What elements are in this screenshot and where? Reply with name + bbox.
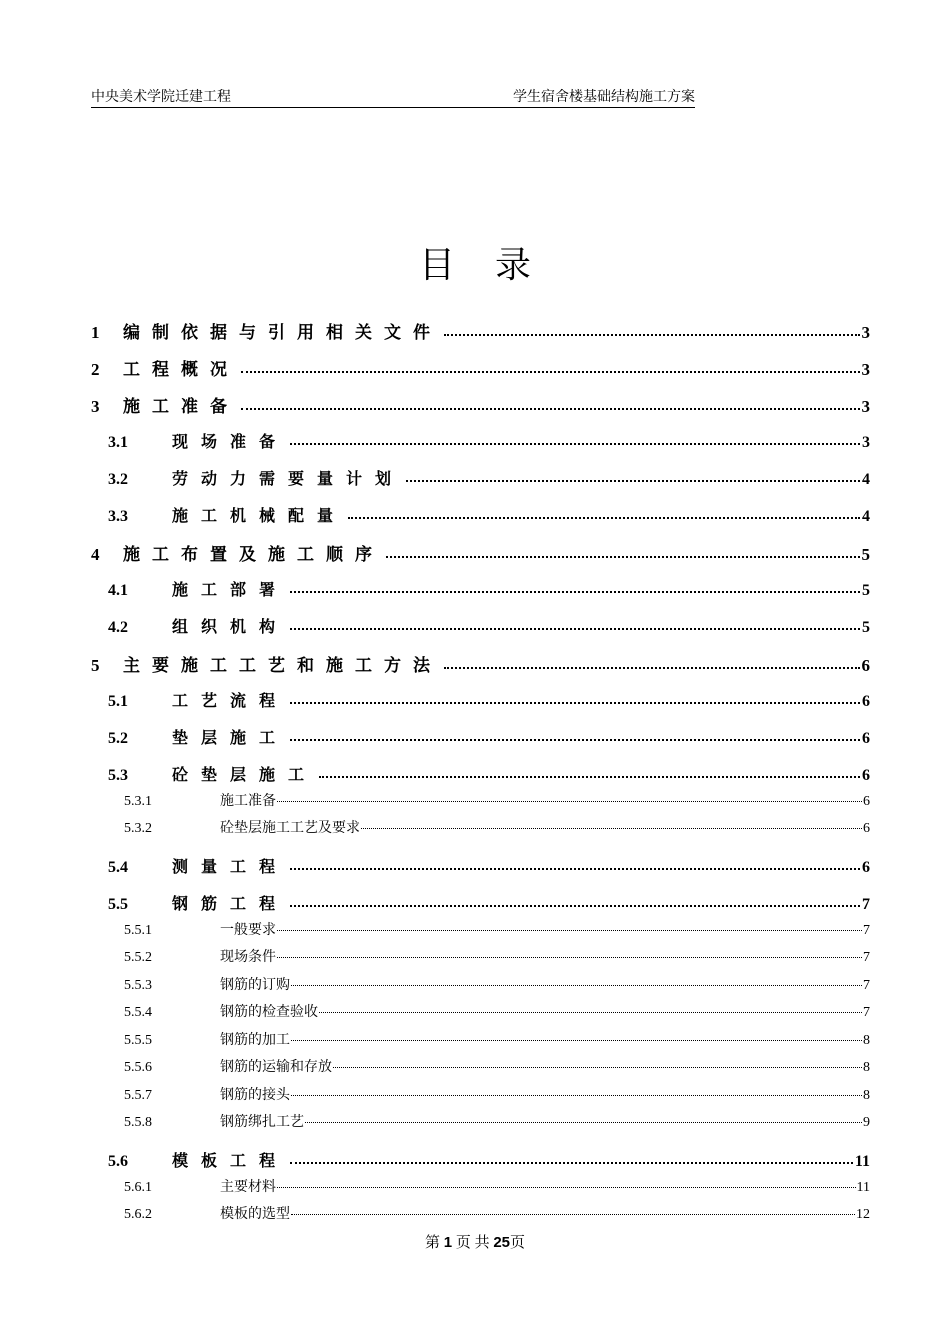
toc-entry[interactable] <box>91 355 870 380</box>
toc-entry-title: 钢筋的检查验收 <box>220 1005 318 1020</box>
toc-entry-page: 6 <box>862 693 870 710</box>
toc-entry[interactable] <box>124 974 870 994</box>
toc-entry-title: 施工机械配量 <box>172 508 347 525</box>
toc-entry-number: 5.6 <box>108 1153 128 1170</box>
toc-entry-title: 主要材料 <box>220 1180 276 1195</box>
toc-leader-dots <box>291 1040 862 1041</box>
footer-current-page: 1 <box>443 1234 453 1251</box>
toc-entry-number: 5.3 <box>108 767 128 784</box>
toc-entry-title: 劳动力需要量计划 <box>172 471 405 488</box>
toc-leader-dots <box>291 985 862 986</box>
toc-entry-title: 钢筋的加工 <box>220 1033 290 1048</box>
toc-entry[interactable] <box>108 577 870 600</box>
toc-leader-dots <box>305 1122 862 1123</box>
toc-leader-dots <box>277 1187 856 1188</box>
toc-entry-page: 7 <box>862 896 870 913</box>
toc-entry-title: 现场条件 <box>220 950 276 965</box>
toc-leader-dots <box>241 408 860 410</box>
toc-entry-title: 施工部署 <box>172 582 289 599</box>
toc-entry-title: 工程概况 <box>123 360 239 379</box>
toc-leader-dots <box>277 930 862 931</box>
toc-entry[interactable] <box>91 540 870 565</box>
toc-entry-number: 5.3.2 <box>124 821 152 836</box>
toc-leader-dots <box>290 739 860 741</box>
toc-entry-number: 5.5.6 <box>124 1060 152 1075</box>
toc-entry-title: 工艺流程 <box>172 693 289 710</box>
toc-entry[interactable] <box>124 1001 870 1021</box>
toc-entry-number: 5.6.2 <box>124 1207 152 1222</box>
page-footer <box>0 1234 950 1252</box>
toc-entry-page: 7 <box>863 923 870 938</box>
toc-entry-title: 编制依据与引用相关文件 <box>123 323 442 342</box>
toc-entry-number: 4 <box>91 545 100 564</box>
toc-entry-number: 5.6.1 <box>124 1180 152 1195</box>
toc-entry[interactable] <box>108 466 870 489</box>
toc-entry[interactable] <box>108 429 870 452</box>
toc-leader-dots <box>444 334 860 336</box>
toc-entry-page: 11 <box>856 1180 870 1195</box>
toc-leader-dots <box>290 868 860 870</box>
toc-entry-number: 5.5.3 <box>124 978 152 993</box>
toc-entry-page: 6 <box>863 821 870 836</box>
toc-leader-dots <box>406 480 860 482</box>
toc-leader-dots <box>319 1012 862 1013</box>
toc-leader-dots <box>333 1067 862 1068</box>
toc-entry-number: 5.5.7 <box>124 1088 152 1103</box>
toc-entry-title: 钢筋绑扎工艺 <box>220 1115 304 1130</box>
toc-entry[interactable] <box>108 891 870 914</box>
toc-entry-page: 9 <box>863 1115 870 1130</box>
toc-entry[interactable] <box>91 318 870 343</box>
toc-entry-page: 6 <box>861 656 870 675</box>
toc-entry-page: 6 <box>863 794 870 809</box>
toc-leader-dots <box>361 828 862 829</box>
toc-entry[interactable] <box>108 725 870 748</box>
toc-entry[interactable] <box>108 503 870 526</box>
page-header <box>91 90 695 108</box>
toc-entry[interactable] <box>108 614 870 637</box>
page-title: 目录 <box>418 245 571 285</box>
toc-entry-number: 5.5.1 <box>124 923 152 938</box>
toc-entry-number: 5.4 <box>108 859 128 876</box>
toc-entry-number: 3.1 <box>108 434 128 451</box>
toc-entry[interactable] <box>124 1111 870 1131</box>
toc-leader-dots <box>277 957 862 958</box>
toc-entry-number: 5.5.5 <box>124 1033 152 1048</box>
footer-prefix: 第 <box>424 1235 440 1251</box>
toc-entry[interactable] <box>124 817 870 837</box>
header-project-name: 中央美术学院迁建工程 <box>91 90 231 105</box>
toc-entry-page: 6 <box>862 859 870 876</box>
toc-leader-dots <box>386 556 860 558</box>
toc-entry-title: 模板的选型 <box>220 1207 290 1222</box>
toc-entry-number: 5 <box>91 656 100 675</box>
toc-leader-dots <box>319 776 860 778</box>
toc-entry-number: 4.1 <box>108 582 128 599</box>
toc-entry[interactable] <box>124 1084 870 1104</box>
toc-entry[interactable] <box>108 688 870 711</box>
toc-entry-number: 1 <box>91 323 100 342</box>
toc-entry[interactable] <box>124 790 870 810</box>
toc-entry[interactable] <box>108 762 870 785</box>
toc-entry-page: 4 <box>862 508 870 525</box>
toc-entry[interactable] <box>91 651 870 676</box>
toc-entry-title: 砼垫层施工 <box>172 767 318 784</box>
toc-entry-title: 钢筋的订购 <box>220 978 290 993</box>
toc-entry-title: 钢筋的接头 <box>220 1088 290 1103</box>
toc-entry-page: 3 <box>862 434 870 451</box>
toc-entry-title: 垫层施工 <box>172 730 289 747</box>
toc-leader-dots <box>348 517 860 519</box>
toc-entry-title: 钢筋工程 <box>172 896 289 913</box>
toc-leader-dots <box>290 591 860 593</box>
toc-entry-page: 4 <box>862 471 870 488</box>
toc-entry[interactable] <box>124 1056 870 1076</box>
toc-entry[interactable] <box>124 1176 870 1196</box>
footer-suffix: 页 <box>510 1235 526 1251</box>
toc-entry-number: 2 <box>91 360 100 379</box>
toc-leader-dots <box>241 371 860 373</box>
toc-entry-number: 5.5 <box>108 896 128 913</box>
toc-entry[interactable] <box>91 392 870 417</box>
toc-entry-title: 砼垫层施工工艺及要求 <box>220 821 360 836</box>
toc-entry-title: 组织机构 <box>172 619 289 636</box>
toc-entry-page: 7 <box>863 950 870 965</box>
toc-entry-page: 12 <box>856 1207 870 1222</box>
toc-entry-title: 施工准备 <box>123 397 239 416</box>
toc-leader-dots <box>290 628 860 630</box>
toc-leader-dots <box>291 1214 855 1215</box>
toc-entry-page: 6 <box>862 730 870 747</box>
header-document-name: 学生宿舍楼基础结构施工方案 <box>513 90 695 105</box>
toc-leader-dots <box>277 801 862 802</box>
toc-entry-title: 现场准备 <box>172 434 289 451</box>
toc-entry-number: 3.3 <box>108 508 128 525</box>
toc-entry-page: 5 <box>862 582 870 599</box>
toc-entry-number: 5.5.2 <box>124 950 152 965</box>
toc-entry-page: 7 <box>863 1005 870 1020</box>
toc-entry-page: 6 <box>862 767 870 784</box>
toc-entry[interactable] <box>108 854 870 877</box>
toc-entry-number: 5.3.1 <box>124 794 152 809</box>
toc-entry-page: 3 <box>861 323 870 342</box>
toc-entry-number: 3.2 <box>108 471 128 488</box>
toc-leader-dots <box>290 1162 853 1164</box>
toc-leader-dots <box>291 1095 862 1096</box>
toc-entry[interactable] <box>124 1203 870 1223</box>
toc-entry-number: 3 <box>91 397 100 416</box>
toc-entry-page: 11 <box>854 1153 870 1170</box>
toc-leader-dots <box>444 667 860 669</box>
toc-entry-page: 7 <box>863 978 870 993</box>
toc-entry-title: 钢筋的运输和存放 <box>220 1060 332 1075</box>
toc-entry[interactable] <box>124 919 870 939</box>
toc-entry-number: 4.2 <box>108 619 128 636</box>
toc-entry-title: 施工准备 <box>220 794 276 809</box>
toc-entry-page: 3 <box>861 360 870 379</box>
toc-entry-number: 5.2 <box>108 730 128 747</box>
toc-entry-page: 3 <box>861 397 870 416</box>
toc-entry-page: 8 <box>863 1088 870 1103</box>
toc-entry[interactable] <box>124 1029 870 1049</box>
toc-entry-number: 5.1 <box>108 693 128 710</box>
toc-entry-page: 5 <box>862 619 870 636</box>
toc-entry-title: 一般要求 <box>220 923 276 938</box>
toc-entry-title: 施工布置及施工顺序 <box>123 545 384 564</box>
toc-entry-page: 8 <box>863 1033 870 1048</box>
toc-entry[interactable] <box>124 946 870 966</box>
toc-leader-dots <box>290 905 860 907</box>
toc-entry-page: 8 <box>863 1060 870 1075</box>
toc-entry-page: 5 <box>861 545 870 564</box>
toc-entry-title: 模板工程 <box>172 1153 289 1170</box>
toc-entry-number: 5.5.8 <box>124 1115 152 1130</box>
footer-total-pages: 25 <box>493 1234 511 1251</box>
toc-entry-number: 5.5.4 <box>124 1005 152 1020</box>
toc-entry-title: 测量工程 <box>172 859 289 876</box>
toc-leader-dots <box>290 443 860 445</box>
toc-entry-title: 主要施工工艺和施工方法 <box>123 656 442 675</box>
footer-mid: 页 共 <box>455 1235 490 1251</box>
toc-leader-dots <box>290 702 860 704</box>
toc-entry[interactable] <box>108 1148 870 1171</box>
